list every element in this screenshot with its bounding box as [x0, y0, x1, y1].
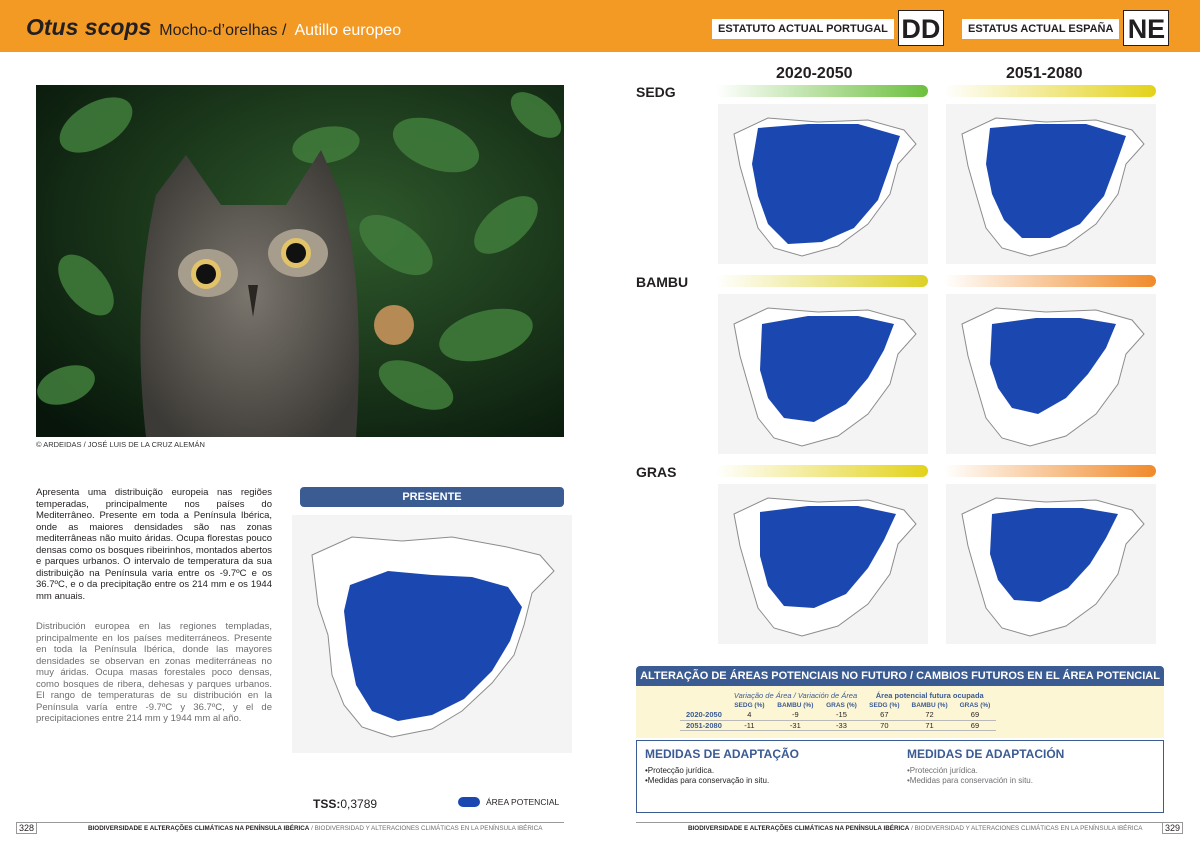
scientific-name: Otus scops [26, 14, 152, 40]
legend-swatch [458, 797, 480, 807]
col-header: BAMBU (%) [911, 701, 948, 709]
table-cell: -9 [771, 710, 820, 720]
presente-map [292, 515, 572, 753]
row-label: 2020-2050 [680, 710, 728, 720]
footer-rule-right [636, 822, 1164, 823]
tss-number: 0,3789 [340, 797, 378, 811]
group-future-area: Área potencial futura ocupada [875, 690, 984, 700]
map-bambu-2051-2080 [946, 294, 1156, 454]
adaptation-title-pt: MEDIDAS DE ADAPTAÇÃO [645, 747, 800, 761]
map-sedg-2051-2080 [946, 104, 1156, 264]
description-pt: Apresenta uma distribuição europeia nas regiões temperadas, principalmente nos países do Mediterrâneo. Presente em toda a Península Ibérica, onde as maiores densidades são nas zonas mediterrâneas não muito áridas. Ocupa florestas pouco densas como os bosques ribeirinhos, montados abertos e parques urbanos. O intervalo de temperatura da sua distribuição na Península varia entre os -9.7ºC e os 36.7ºC, e o da precipitação entre os 214 mm e os 1944 mm anuais. [36, 487, 272, 602]
common-name-es: Autillo europeo [294, 22, 402, 39]
table-cell: 69 [954, 710, 997, 720]
table-cell: 4 [728, 710, 771, 720]
table-cell: -11 [728, 720, 771, 730]
tss-label: TSS: [313, 797, 341, 811]
group-variation-es: Variación de Área [797, 690, 858, 700]
map-gras-2051-2080 [946, 484, 1156, 644]
description-es: Distribución europea en las regiones templadas, principalmente en los países mediterráneos. Presente en toda la Península Ibérica, donde las mayores densidades se observan en zonas mediterráneas no muy áridas. Ocupa masas forestales poco densas, como bosques de ribera, dehesas y parques urbanos. El rango de temperaturas de su distribución en la Península varía entre -9.7ºC y 36.7ºC, y el de precipitaciones entre 214 mm y 1944 mm al año. [36, 621, 272, 724]
status-spain-code: NE [1123, 10, 1169, 46]
gradient-bar-gras-1 [716, 465, 928, 477]
map-sedg-2020-2050 [718, 104, 928, 264]
adaptation-title-es: MEDIDAS DE ADAPTACIÓN [907, 747, 1065, 761]
change-table [636, 686, 1164, 738]
model-gras: GRAS [636, 464, 677, 480]
common-name-pt: Mocho-d’orelhas / [159, 22, 287, 39]
col-header: SEDG (%) [734, 701, 765, 709]
col-header: SEDG (%) [869, 701, 900, 709]
model-sedg: SEDG [636, 84, 676, 100]
table-cell: 70 [863, 720, 905, 730]
gradient-bar-sedg-1 [716, 85, 928, 97]
presente-label: PRESENTE [300, 487, 564, 507]
adaptation-item: •Medidas para conservación in situ. [907, 776, 1033, 785]
status-portugal-label: ESTATUTO ACTUAL PORTUGAL [712, 19, 894, 39]
table-row [680, 710, 996, 720]
gradient-bar-bambu-2 [944, 275, 1156, 287]
map-gras-2020-2050 [718, 484, 928, 644]
adaptation-item: •Protecção jurídica. [645, 766, 715, 775]
tss-value [313, 797, 377, 811]
legend-label: ÁREA POTENCIAL [486, 797, 560, 807]
table-cell: -31 [771, 720, 820, 730]
period-2051-2080: 2051-2080 [1006, 65, 1083, 82]
status-spain-label: ESTATUS ACTUAL ESPAÑA [962, 19, 1119, 39]
col-header: GRAS (%) [959, 701, 991, 709]
change-table-title: ALTERAÇÃO DE ÁREAS POTENCIAIS NO FUTURO / CAMBIOS FUTUROS EN EL ÁREA POTENCIAL [636, 666, 1164, 686]
row-label: 2051-2080 [680, 720, 728, 730]
owl-photo [36, 85, 564, 437]
table-cell: 67 [863, 710, 905, 720]
table-row [680, 720, 996, 730]
gradient-bar-sedg-2 [944, 85, 1156, 97]
page-number-left: 328 [16, 822, 37, 834]
gradient-bar-bambu-1 [716, 275, 928, 287]
species-title [26, 14, 401, 41]
status-portugal [712, 12, 944, 46]
col-header: GRAS (%) [826, 701, 857, 709]
adaptation-box [636, 740, 1164, 813]
model-bambu: BAMBU [636, 274, 689, 290]
adaptation-list-es [907, 766, 1033, 786]
footer-rule-left [36, 822, 564, 823]
adaptation-item: •Protección jurídica. [907, 766, 978, 775]
table-cell: 72 [906, 710, 954, 720]
table-cell: 71 [906, 720, 954, 730]
footer-title-left: BIODIVERSIDADE E ALTERAÇÕES CLIMÁTICAS NA PENÍNSULA IBÉRICA / BIODIVERSIDAD Y ALTERACIONES CLIMÁTICAS EN LA PENÍNSULA IBÉRICA [88, 825, 543, 832]
status-portugal-code: DD [898, 10, 944, 46]
footer-title-es-left: / BIODIVERSIDAD Y ALTERACIONES CLIMÁTICAS EN LA PENÍNSULA IBÉRICA [311, 825, 543, 832]
status-spain [962, 12, 1169, 46]
map-bambu-2020-2050 [718, 294, 928, 454]
adaptation-item: •Medidas para conservação in situ. [645, 776, 770, 785]
header-band [0, 0, 1200, 52]
page-number-right: 329 [1162, 822, 1183, 834]
photo-credit: © ARDEIDAS / JOSÉ LUIS DE LA CRUZ ALEMÁN [36, 440, 205, 449]
table-cell: 69 [954, 720, 997, 730]
group-variation: Variação de Área / Variación de Área [733, 690, 858, 700]
footer-title-right: BIODIVERSIDADE E ALTERAÇÕES CLIMÁTICAS NA PENÍNSULA IBÉRICA / BIODIVERSIDAD Y ALTERACIONES CLIMÁTICAS EN LA PENÍNSULA IBÉRICA [688, 825, 1143, 832]
period-2020-2050: 2020-2050 [776, 65, 853, 82]
col-header: BAMBU (%) [777, 701, 814, 709]
adaptation-list-pt [645, 766, 769, 786]
gradient-bar-gras-2 [944, 465, 1156, 477]
table-cell: -15 [820, 710, 863, 720]
footer-title-es-right: / BIODIVERSIDAD Y ALTERACIONES CLIMÁTICAS EN LA PENÍNSULA IBÉRICA [911, 825, 1143, 832]
table-cell: -33 [820, 720, 863, 730]
legend [458, 797, 559, 807]
